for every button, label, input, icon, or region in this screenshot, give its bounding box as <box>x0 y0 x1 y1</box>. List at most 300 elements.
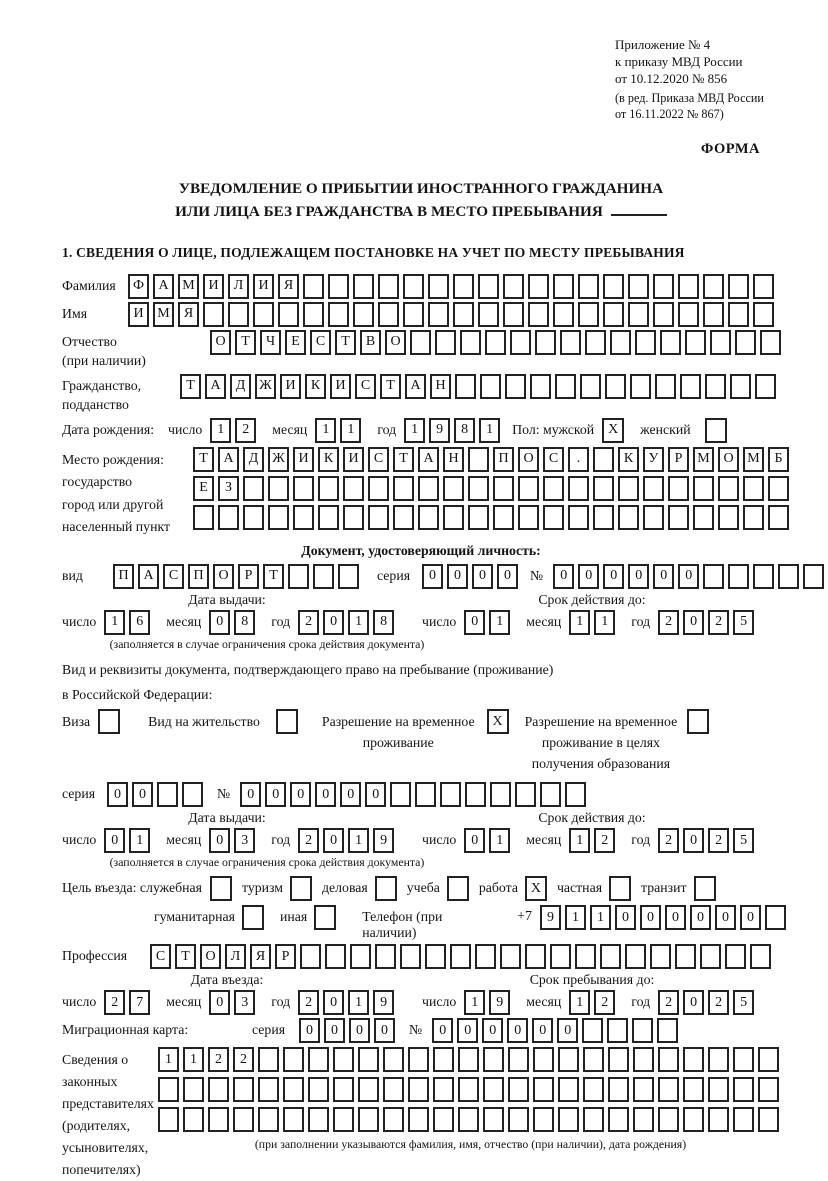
char-cell[interactable] <box>593 476 614 501</box>
char-cell[interactable]: 5 <box>733 828 754 853</box>
char-cell[interactable] <box>350 944 371 969</box>
char-cell[interactable]: 1 <box>404 418 425 443</box>
char-cell[interactable]: 1 <box>104 610 125 635</box>
char-cell[interactable] <box>475 944 496 969</box>
char-cell[interactable] <box>518 476 539 501</box>
char-cell[interactable]: 6 <box>129 610 150 635</box>
char-cell[interactable] <box>158 1107 179 1132</box>
char-cell[interactable]: 0 <box>374 1018 395 1043</box>
char-cell[interactable] <box>578 274 599 299</box>
char-cell[interactable] <box>443 505 464 530</box>
char-cell[interactable] <box>453 274 474 299</box>
char-cell[interactable]: Я <box>250 944 271 969</box>
char-cell[interactable] <box>243 476 264 501</box>
char-cell[interactable] <box>308 1107 329 1132</box>
char-cell[interactable] <box>578 302 599 327</box>
char-cell[interactable]: Т <box>393 447 414 472</box>
char-cell[interactable] <box>157 782 178 807</box>
char-cell[interactable] <box>478 274 499 299</box>
char-cell[interactable] <box>733 1047 754 1072</box>
char-cell[interactable] <box>483 1077 504 1102</box>
char-cell[interactable] <box>468 476 489 501</box>
temp-residence-education-checkbox[interactable] <box>687 709 709 734</box>
char-cell[interactable]: О <box>718 447 739 472</box>
char-cell[interactable] <box>703 302 724 327</box>
char-cell[interactable] <box>440 782 461 807</box>
char-cell[interactable] <box>533 1107 554 1132</box>
char-cell[interactable]: 1 <box>489 610 510 635</box>
purpose-business-checkbox[interactable] <box>375 876 397 901</box>
char-cell[interactable] <box>283 1047 304 1072</box>
char-cell[interactable] <box>383 1077 404 1102</box>
char-cell[interactable] <box>668 505 689 530</box>
residence-permit-checkbox[interactable] <box>276 709 298 734</box>
char-cell[interactable]: 0 <box>615 905 636 930</box>
char-cell[interactable]: Р <box>668 447 689 472</box>
char-cell[interactable] <box>303 302 324 327</box>
char-cell[interactable]: 2 <box>233 1047 254 1072</box>
char-cell[interactable] <box>655 374 676 399</box>
char-cell[interactable] <box>353 274 374 299</box>
char-cell[interactable]: 9 <box>429 418 450 443</box>
char-cell[interactable] <box>528 302 549 327</box>
char-cell[interactable] <box>568 476 589 501</box>
char-cell[interactable] <box>683 1047 704 1072</box>
char-cell[interactable] <box>508 1077 529 1102</box>
char-cell[interactable]: О <box>385 330 406 355</box>
char-cell[interactable]: 2 <box>658 990 679 1015</box>
purpose-humanitarian-checkbox[interactable] <box>242 905 264 930</box>
char-cell[interactable] <box>728 564 749 589</box>
char-cell[interactable]: У <box>643 447 664 472</box>
char-cell[interactable] <box>565 782 586 807</box>
char-cell[interactable] <box>300 944 321 969</box>
char-cell[interactable]: М <box>153 302 174 327</box>
char-cell[interactable] <box>408 1047 429 1072</box>
char-cell[interactable] <box>618 476 639 501</box>
char-cell[interactable] <box>193 505 214 530</box>
char-cell[interactable] <box>408 1077 429 1102</box>
char-cell[interactable]: 1 <box>569 990 590 1015</box>
char-cell[interactable] <box>618 505 639 530</box>
char-cell[interactable]: 0 <box>457 1018 478 1043</box>
char-cell[interactable]: П <box>188 564 209 589</box>
char-cell[interactable]: 1 <box>129 828 150 853</box>
char-cell[interactable] <box>718 505 739 530</box>
char-cell[interactable] <box>403 302 424 327</box>
purpose-study-checkbox[interactable] <box>447 876 469 901</box>
char-cell[interactable] <box>525 944 546 969</box>
char-cell[interactable]: Р <box>275 944 296 969</box>
char-cell[interactable]: 9 <box>373 828 394 853</box>
char-cell[interactable] <box>433 1077 454 1102</box>
char-cell[interactable] <box>378 274 399 299</box>
char-cell[interactable] <box>428 302 449 327</box>
char-cell[interactable] <box>493 505 514 530</box>
char-cell[interactable] <box>718 476 739 501</box>
char-cell[interactable] <box>753 274 774 299</box>
char-cell[interactable]: 1 <box>210 418 231 443</box>
char-cell[interactable] <box>628 274 649 299</box>
char-cell[interactable] <box>308 1047 329 1072</box>
char-cell[interactable] <box>458 1077 479 1102</box>
char-cell[interactable]: Ж <box>268 447 289 472</box>
char-cell[interactable] <box>343 476 364 501</box>
char-cell[interactable]: 7 <box>129 990 150 1015</box>
char-cell[interactable] <box>358 1107 379 1132</box>
char-cell[interactable]: Т <box>193 447 214 472</box>
char-cell[interactable] <box>703 564 724 589</box>
char-cell[interactable] <box>657 1018 678 1043</box>
char-cell[interactable] <box>508 1107 529 1132</box>
char-cell[interactable]: М <box>693 447 714 472</box>
char-cell[interactable] <box>608 1047 629 1072</box>
char-cell[interactable] <box>333 1047 354 1072</box>
char-cell[interactable] <box>725 944 746 969</box>
char-cell[interactable] <box>753 564 774 589</box>
char-cell[interactable] <box>768 476 789 501</box>
char-cell[interactable] <box>543 505 564 530</box>
char-cell[interactable] <box>158 1077 179 1102</box>
char-cell[interactable]: 1 <box>340 418 361 443</box>
char-cell[interactable] <box>468 447 489 472</box>
char-cell[interactable]: О <box>518 447 539 472</box>
char-cell[interactable]: 0 <box>628 564 649 589</box>
char-cell[interactable]: 0 <box>640 905 661 930</box>
char-cell[interactable] <box>338 564 359 589</box>
char-cell[interactable] <box>678 302 699 327</box>
char-cell[interactable]: 3 <box>234 990 255 1015</box>
char-cell[interactable] <box>325 944 346 969</box>
char-cell[interactable] <box>708 1077 729 1102</box>
char-cell[interactable] <box>518 505 539 530</box>
char-cell[interactable]: 8 <box>454 418 475 443</box>
char-cell[interactable] <box>450 944 471 969</box>
char-cell[interactable] <box>608 1107 629 1132</box>
char-cell[interactable] <box>625 944 646 969</box>
char-cell[interactable]: 0 <box>340 782 361 807</box>
char-cell[interactable] <box>353 302 374 327</box>
char-cell[interactable] <box>418 476 439 501</box>
char-cell[interactable] <box>293 476 314 501</box>
char-cell[interactable] <box>465 782 486 807</box>
char-cell[interactable] <box>558 1047 579 1072</box>
char-cell[interactable] <box>643 476 664 501</box>
char-cell[interactable] <box>678 274 699 299</box>
char-cell[interactable]: 8 <box>234 610 255 635</box>
char-cell[interactable] <box>558 1077 579 1102</box>
char-cell[interactable]: К <box>618 447 639 472</box>
char-cell[interactable] <box>553 302 574 327</box>
char-cell[interactable]: 2 <box>708 610 729 635</box>
char-cell[interactable] <box>660 330 681 355</box>
char-cell[interactable] <box>233 1107 254 1132</box>
sex-male-checkbox[interactable]: X <box>602 418 624 443</box>
char-cell[interactable]: 0 <box>464 828 485 853</box>
char-cell[interactable] <box>510 330 531 355</box>
char-cell[interactable] <box>408 1107 429 1132</box>
purpose-work-checkbox[interactable]: X <box>525 876 547 901</box>
char-cell[interactable]: С <box>543 447 564 472</box>
char-cell[interactable]: 0 <box>323 990 344 1015</box>
char-cell[interactable]: 0 <box>497 564 518 589</box>
char-cell[interactable]: Р <box>238 564 259 589</box>
char-cell[interactable]: 2 <box>298 828 319 853</box>
char-cell[interactable] <box>425 944 446 969</box>
char-cell[interactable]: 0 <box>683 990 704 1015</box>
char-cell[interactable] <box>358 1047 379 1072</box>
char-cell[interactable]: М <box>743 447 764 472</box>
char-cell[interactable]: Т <box>175 944 196 969</box>
char-cell[interactable]: 0 <box>432 1018 453 1043</box>
char-cell[interactable] <box>635 330 656 355</box>
char-cell[interactable]: П <box>493 447 514 472</box>
char-cell[interactable] <box>633 1047 654 1072</box>
char-cell[interactable] <box>593 505 614 530</box>
char-cell[interactable] <box>658 1077 679 1102</box>
char-cell[interactable] <box>490 782 511 807</box>
char-cell[interactable] <box>253 302 274 327</box>
char-cell[interactable] <box>435 330 456 355</box>
char-cell[interactable] <box>258 1047 279 1072</box>
char-cell[interactable] <box>418 505 439 530</box>
char-cell[interactable]: 2 <box>298 610 319 635</box>
char-cell[interactable]: 8 <box>373 610 394 635</box>
char-cell[interactable] <box>503 274 524 299</box>
char-cell[interactable] <box>553 274 574 299</box>
char-cell[interactable] <box>633 1107 654 1132</box>
char-cell[interactable] <box>268 505 289 530</box>
char-cell[interactable]: Я <box>278 274 299 299</box>
char-cell[interactable] <box>580 374 601 399</box>
char-cell[interactable]: 9 <box>540 905 561 930</box>
temp-residence-checkbox[interactable]: X <box>487 709 509 734</box>
char-cell[interactable]: 1 <box>348 610 369 635</box>
char-cell[interactable] <box>630 374 651 399</box>
char-cell[interactable] <box>288 564 309 589</box>
char-cell[interactable] <box>515 782 536 807</box>
char-cell[interactable] <box>755 374 776 399</box>
char-cell[interactable]: 0 <box>422 564 443 589</box>
char-cell[interactable]: Ч <box>260 330 281 355</box>
char-cell[interactable]: 0 <box>472 564 493 589</box>
char-cell[interactable] <box>410 330 431 355</box>
char-cell[interactable]: 3 <box>234 828 255 853</box>
char-cell[interactable]: О <box>210 330 231 355</box>
char-cell[interactable] <box>368 505 389 530</box>
char-cell[interactable]: И <box>203 274 224 299</box>
char-cell[interactable]: К <box>318 447 339 472</box>
char-cell[interactable] <box>233 1077 254 1102</box>
char-cell[interactable] <box>585 330 606 355</box>
char-cell[interactable]: 0 <box>532 1018 553 1043</box>
char-cell[interactable] <box>505 374 526 399</box>
char-cell[interactable] <box>540 782 561 807</box>
char-cell[interactable] <box>383 1047 404 1072</box>
char-cell[interactable]: 0 <box>365 782 386 807</box>
char-cell[interactable]: 0 <box>447 564 468 589</box>
char-cell[interactable]: 2 <box>235 418 256 443</box>
char-cell[interactable] <box>378 302 399 327</box>
char-cell[interactable] <box>415 782 436 807</box>
char-cell[interactable] <box>468 505 489 530</box>
char-cell[interactable] <box>333 1077 354 1102</box>
char-cell[interactable] <box>605 374 626 399</box>
purpose-private-checkbox[interactable] <box>609 876 631 901</box>
char-cell[interactable]: 0 <box>240 782 261 807</box>
char-cell[interactable]: 0 <box>265 782 286 807</box>
char-cell[interactable] <box>743 505 764 530</box>
char-cell[interactable]: 1 <box>348 828 369 853</box>
char-cell[interactable] <box>693 476 714 501</box>
char-cell[interactable] <box>760 330 781 355</box>
char-cell[interactable] <box>318 476 339 501</box>
char-cell[interactable] <box>258 1107 279 1132</box>
char-cell[interactable] <box>483 1047 504 1072</box>
char-cell[interactable] <box>653 302 674 327</box>
char-cell[interactable]: 2 <box>658 828 679 853</box>
char-cell[interactable]: В <box>360 330 381 355</box>
char-cell[interactable] <box>535 330 556 355</box>
char-cell[interactable] <box>453 302 474 327</box>
char-cell[interactable] <box>543 476 564 501</box>
char-cell[interactable]: Т <box>335 330 356 355</box>
char-cell[interactable] <box>803 564 824 589</box>
char-cell[interactable]: 0 <box>323 828 344 853</box>
char-cell[interactable] <box>582 1018 603 1043</box>
char-cell[interactable]: 0 <box>683 610 704 635</box>
char-cell[interactable]: 9 <box>373 990 394 1015</box>
char-cell[interactable]: И <box>128 302 149 327</box>
char-cell[interactable] <box>358 1077 379 1102</box>
char-cell[interactable] <box>650 944 671 969</box>
char-cell[interactable]: 2 <box>708 828 729 853</box>
char-cell[interactable]: С <box>310 330 331 355</box>
char-cell[interactable] <box>683 1107 704 1132</box>
char-cell[interactable]: 2 <box>594 990 615 1015</box>
char-cell[interactable]: Т <box>180 374 201 399</box>
char-cell[interactable]: Е <box>285 330 306 355</box>
char-cell[interactable] <box>533 1077 554 1102</box>
char-cell[interactable]: 0 <box>104 828 125 853</box>
char-cell[interactable] <box>607 1018 628 1043</box>
char-cell[interactable]: 1 <box>489 828 510 853</box>
char-cell[interactable] <box>458 1047 479 1072</box>
char-cell[interactable] <box>428 274 449 299</box>
char-cell[interactable] <box>708 1107 729 1132</box>
char-cell[interactable] <box>308 1077 329 1102</box>
char-cell[interactable]: Н <box>443 447 464 472</box>
char-cell[interactable]: 0 <box>132 782 153 807</box>
purpose-official-checkbox[interactable] <box>210 876 232 901</box>
char-cell[interactable]: 0 <box>690 905 711 930</box>
char-cell[interactable]: Е <box>193 476 214 501</box>
char-cell[interactable] <box>710 330 731 355</box>
char-cell[interactable]: 2 <box>658 610 679 635</box>
char-cell[interactable]: Т <box>235 330 256 355</box>
char-cell[interactable] <box>683 1077 704 1102</box>
char-cell[interactable] <box>753 302 774 327</box>
char-cell[interactable]: 0 <box>209 610 230 635</box>
char-cell[interactable] <box>433 1107 454 1132</box>
char-cell[interactable]: 1 <box>569 828 590 853</box>
char-cell[interactable] <box>743 476 764 501</box>
char-cell[interactable]: С <box>368 447 389 472</box>
char-cell[interactable]: 2 <box>208 1047 229 1072</box>
char-cell[interactable]: 9 <box>489 990 510 1015</box>
char-cell[interactable]: 1 <box>315 418 336 443</box>
visa-checkbox[interactable] <box>98 709 120 734</box>
char-cell[interactable] <box>705 374 726 399</box>
char-cell[interactable] <box>368 476 389 501</box>
char-cell[interactable] <box>733 1107 754 1132</box>
char-cell[interactable]: А <box>218 447 239 472</box>
char-cell[interactable] <box>593 447 614 472</box>
char-cell[interactable]: П <box>113 564 134 589</box>
char-cell[interactable] <box>528 274 549 299</box>
char-cell[interactable] <box>208 1077 229 1102</box>
char-cell[interactable]: 1 <box>158 1047 179 1072</box>
char-cell[interactable]: 0 <box>678 564 699 589</box>
char-cell[interactable]: К <box>305 374 326 399</box>
char-cell[interactable] <box>400 944 421 969</box>
char-cell[interactable] <box>218 505 239 530</box>
char-cell[interactable] <box>508 1047 529 1072</box>
char-cell[interactable]: 0 <box>107 782 128 807</box>
char-cell[interactable]: З <box>218 476 239 501</box>
char-cell[interactable]: Л <box>228 274 249 299</box>
char-cell[interactable] <box>583 1107 604 1132</box>
char-cell[interactable] <box>393 476 414 501</box>
char-cell[interactable] <box>633 1077 654 1102</box>
char-cell[interactable]: А <box>205 374 226 399</box>
char-cell[interactable] <box>675 944 696 969</box>
char-cell[interactable]: 0 <box>507 1018 528 1043</box>
char-cell[interactable]: 0 <box>740 905 761 930</box>
char-cell[interactable] <box>383 1107 404 1132</box>
char-cell[interactable]: 1 <box>183 1047 204 1072</box>
char-cell[interactable] <box>530 374 551 399</box>
char-cell[interactable] <box>575 944 596 969</box>
char-cell[interactable] <box>600 944 621 969</box>
char-cell[interactable] <box>758 1047 779 1072</box>
char-cell[interactable]: 0 <box>209 990 230 1015</box>
char-cell[interactable] <box>455 374 476 399</box>
char-cell[interactable] <box>243 505 264 530</box>
char-cell[interactable]: 0 <box>315 782 336 807</box>
char-cell[interactable] <box>703 274 724 299</box>
char-cell[interactable] <box>328 274 349 299</box>
char-cell[interactable]: 0 <box>299 1018 320 1043</box>
char-cell[interactable] <box>558 1107 579 1132</box>
char-cell[interactable]: 0 <box>482 1018 503 1043</box>
char-cell[interactable] <box>343 505 364 530</box>
char-cell[interactable] <box>555 374 576 399</box>
char-cell[interactable]: 1 <box>464 990 485 1015</box>
char-cell[interactable]: 0 <box>683 828 704 853</box>
char-cell[interactable]: 1 <box>569 610 590 635</box>
char-cell[interactable]: А <box>405 374 426 399</box>
char-cell[interactable]: 1 <box>594 610 615 635</box>
char-cell[interactable] <box>268 476 289 501</box>
char-cell[interactable]: С <box>150 944 171 969</box>
char-cell[interactable] <box>778 564 799 589</box>
char-cell[interactable]: 1 <box>590 905 611 930</box>
char-cell[interactable]: Т <box>380 374 401 399</box>
purpose-transit-checkbox[interactable] <box>694 876 716 901</box>
char-cell[interactable]: Ф <box>128 274 149 299</box>
char-cell[interactable] <box>685 330 706 355</box>
